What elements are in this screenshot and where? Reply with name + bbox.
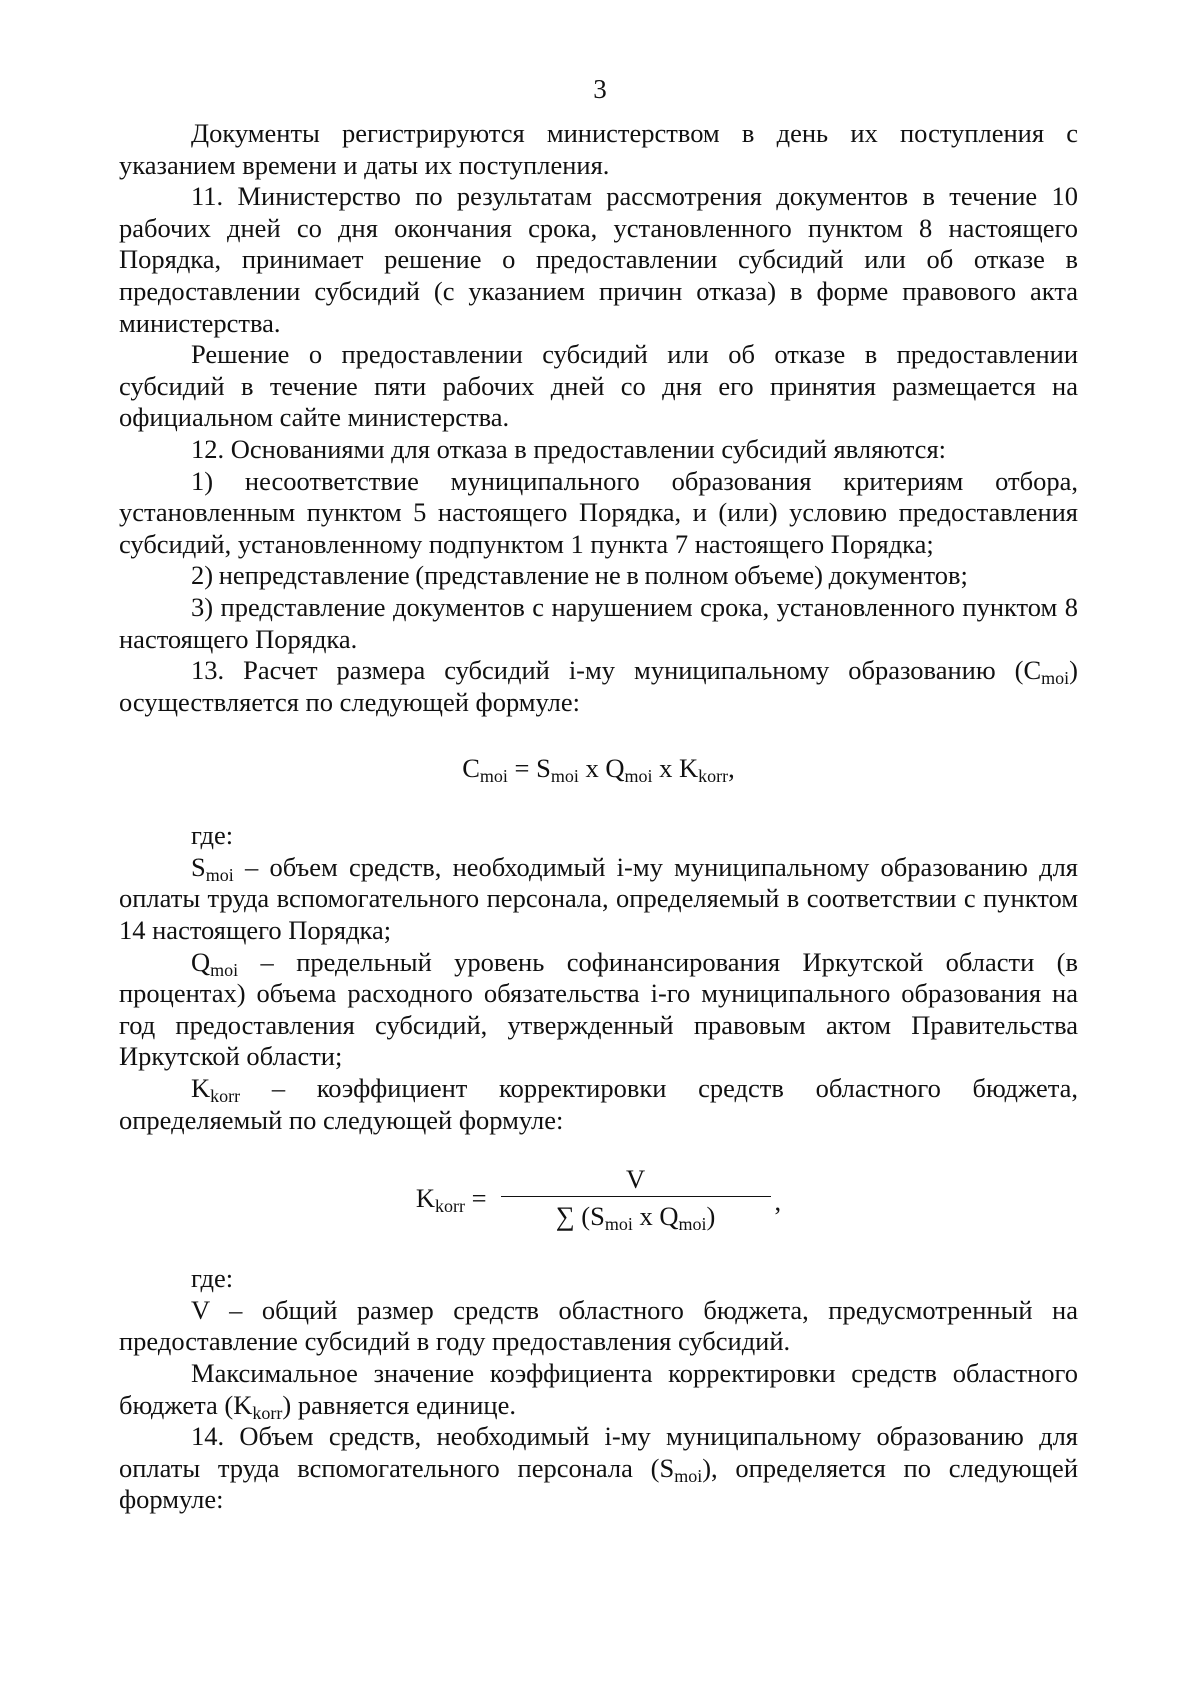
page-number: 3 [593,74,607,104]
fraction-denominator [501,1196,771,1233]
fraction-numerator: V [625,1164,646,1195]
def-s-text: – объем средств, необходимый i-му муниципальному образованию для оплаты труда вспомогательного персонала, определяемый в соответствии с пунктом 14 настоящего Порядка; [119,851,1078,946]
p14-sub: moi [674,1465,703,1486]
where-label-1: где: [191,820,234,851]
max-text: Максимальное значение коэффициента корректировки средств областного бюджета (K [119,1358,1078,1420]
paragraph-13 [119,655,1078,718]
formula-x2: x [652,753,680,784]
formula-s: S [536,753,551,784]
def-k-symbol: K [191,1073,211,1104]
fraction [501,1164,771,1233]
formula-c: C [462,753,480,784]
paragraph-12-2: 2) непредставление (представление не в полном объеме) документов; [191,560,968,591]
document-body [119,118,1078,1516]
definition-smoi [119,852,1078,947]
formula2-k: K [415,1183,435,1214]
formula-kkorr [119,1164,1078,1233]
paragraph-13-text: 13. Расчет размера субсидий i-му муниципальному образованию (C [191,655,1042,686]
den-post: ) [706,1201,716,1232]
formula2-k-sub: korr [434,1196,465,1217]
formula-c-sub: moi [479,766,508,787]
formula2-comma: , [774,1186,782,1217]
formula-k-sub: korr [698,766,729,787]
def-s-sub: moi [205,864,234,885]
paragraph-14 [119,1421,1078,1516]
formula-comma: , [728,753,735,784]
definition-kkorr [119,1073,1078,1136]
formula-q-sub: moi [624,766,653,787]
paragraph-12-1: 1) несоответствие муниципального образования критериям отбора, установленным пунктом 5 настоящего Порядка, и (или) условию предоставления субсидий, установленному подпунктом 1 пункта 7 настоящего Порядка; [119,465,1078,559]
def-k-sub: korr [210,1086,241,1107]
den-mid: x Q [632,1201,679,1232]
def-q-symbol: Q [191,946,211,977]
def-q-sub: moi [210,959,239,980]
def-k-text: – коэффициент корректировки средств областного бюджета, определяемый по следующей формуле: [119,1073,1078,1135]
paragraph-13-sub: moi [1041,668,1070,689]
formula2-lhs [415,1183,487,1217]
formula-s-sub: moi [550,766,579,787]
max-tail: ) равняется единице. [282,1389,517,1420]
formula2-eq: = [464,1183,487,1214]
formula-cmoi [119,752,1078,787]
formula-x1: x [578,753,606,784]
den-pre: ∑ (S [555,1201,605,1232]
def-q-text: – предельный уровень софинансирования Иркутской области (в процентах) объема расходного обязательства i-го муниципального образования на год предоставления субсидий, утвержденный правовым актом Правительства Иркутской области; [119,946,1078,1072]
definition-v: V – общий размер средств областного бюджета, предусмотренный на предоставление субсидий в году предоставления субсидий. [119,1294,1078,1357]
paragraph-12-3: 3) представление документов с нарушением срока, установленного пунктом 8 настоящего Порядка. [119,591,1078,654]
definition-qmoi [119,947,1078,1073]
paragraph-registration: Документы регистрируются министерством в день их поступления с указанием времени и даты их поступления. [119,118,1078,180]
formula-eq: = [507,753,537,784]
den-q-sub: moi [678,1214,707,1235]
paragraph-12: 12. Основаниями для отказа в предоставлении субсидий являются: [191,433,946,464]
paragraph-decision: Решение о предоставлении субсидий или об отказе в предоставлении субсидий в течение пяти рабочих дней со дня его принятия размещается на официальном сайте министерства. [119,339,1078,433]
formula-q: Q [605,753,625,784]
paragraph-13-tail: ) осуществляется по следующей формуле: [119,655,1078,717]
p14-tail: ), определяется по следующей формуле: [119,1452,1078,1515]
formula-k: K [679,753,699,784]
p14-text: 14. Объем средств, необходимый i-му муниципальному образованию для оплаты труда вспомогательного персонала (S [119,1421,1078,1483]
den-s-sub: moi [604,1214,633,1235]
paragraph-11: 11. Министерство по результатам рассмотрения документов в течение 10 рабочих дней со дня окончания срока, установленного пунктом 8 настоящего Порядка, принимает решение о предоставлении субсидий или об отказе в предоставлении субсидий (с указанием причин отказа) в форме правового акта министерства. [119,181,1078,338]
paragraph-max-coefficient [119,1358,1078,1421]
def-s-symbol: S [191,851,206,882]
max-sub: korr [252,1402,283,1423]
where-label-2: где: [191,1263,234,1294]
